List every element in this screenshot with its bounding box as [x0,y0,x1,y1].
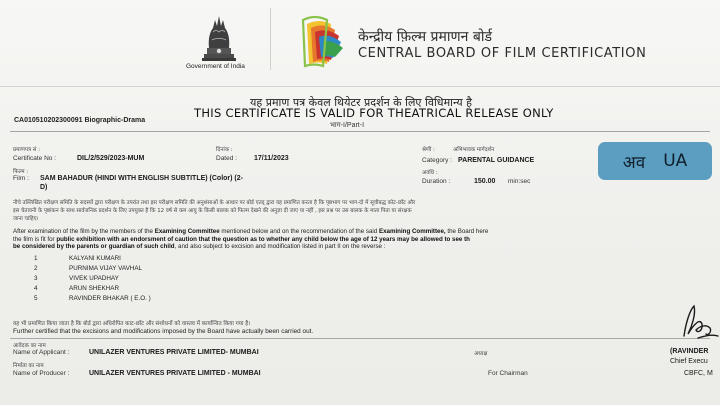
validity-notice-english: THIS CERTIFICATE IS VALID FOR THEATRICAL RELEASE ONLY [194,106,554,120]
board-name-english: CENTRAL BOARD OF FILM CERTIFICATION [358,46,647,61]
date-value: 17/11/2023 [254,155,289,162]
member-name: KALYANI KUMARI [69,255,121,262]
certificate-no-hindi: प्रमाणपत्र सं : [13,147,41,153]
certificate-no-value: DIL/2/529/2023-MUM [77,155,145,162]
section-rule [10,131,710,132]
part-label: भाग-I/Part-I [330,122,365,129]
signature-icon [676,300,720,344]
duration-label: Duration : [422,178,451,185]
further-certification [13,320,313,336]
para-fragment: the film is fit for [13,235,57,243]
para-bold: Examining Committee [154,228,220,235]
applicant-label: Name of Applicant : [13,349,70,356]
duration-hindi: अवधि : [422,170,438,176]
signatory-title: Chief Execu [670,358,708,365]
member-number: 5 [34,295,38,302]
certification-text-hindi [13,199,415,223]
footer-rule [10,338,710,339]
government-of-india-label: Government of India [186,63,245,70]
header-rule [0,86,720,87]
member-name: ARUN SHEKHAR [69,285,120,292]
para-fragment: , and also subject to excision and modification listed in part II on the reverse : [174,243,386,251]
member-number: 3 [34,275,38,282]
para-bold: Examining Committee, [378,228,446,235]
rating-badge [598,142,712,180]
rating-english: UA [663,151,688,171]
certification-text-english [13,228,720,251]
date-label: Dated : [216,155,237,162]
hindi-line-2: इस चेतावनी के पृष्ठांकन के साथ सार्वजनिक प्रदर्शन के लिए उपयुक्त है कि 12 वर्ष से कम आयु के किसी बालक को फिल्म देखने की अनुज्ञा दी जाए या नहीं , इस प्रश्न पर उस बालक के माता पिता या संरक्षक [13,208,412,214]
film-title-line1: SAM BAHADUR (HINDI WITH ENGLISH SUBTITLE) (Color) (2- [40,175,243,182]
chairman-hindi: अध्यक्ष [474,351,488,357]
certificate-no-label: Certificate No : [13,155,56,162]
hindi-line-3: जाना चाहिए। [13,216,39,222]
category-value: PARENTAL GUIDANCE [458,157,535,164]
board-name-hindi: केन्द्रीय फ़िल्म प्रमाणन बोर्ड [358,29,492,45]
para-bold: public exhibition with an endorsment of caution that the question as to whether any child below the age of 12 years may be allowed to see th [56,235,470,243]
category-value-hindi: अभिभावक मार्गदर्शन [453,147,495,153]
producer-label: Name of Producer : [13,370,70,377]
member-number: 2 [34,265,38,272]
rating-hindi: अव [622,152,646,173]
for-chairman-label: For Chairman [488,370,528,377]
national-emblem-icon [196,10,242,64]
validity-notice-hindi: यह प्रमाण पत्र केवल थियेटर प्रदर्शन के लिए विधिमान्य है [250,96,472,109]
member-number: 4 [34,285,38,292]
film-title-line2: D) [40,184,48,191]
applicant-hindi: आवेदक का नाम [13,343,46,349]
signatory-name: (RAVINDER [670,348,709,355]
para-bold: be considered by the parents or guardian of such child [13,243,175,251]
further-hindi: यह भी प्रमाणित किया जाता है कि बोर्ड द्वारा अधिरोपित काट-छाँट और संशोधनों को वास्तव में कार्यान्वित किया गया है। [13,321,251,327]
member-number: 1 [34,255,38,262]
cbfc-logo-icon [297,12,347,68]
category-label: Category : [422,157,452,164]
producer-hindi: निर्माता का नाम [13,363,44,369]
certificate-code: CA010510202300091 Biographic-Drama [14,117,146,124]
header-divider [270,8,271,70]
signatory-org: CBFC, M [684,370,713,377]
member-name: VIVEK UPADHAY [69,275,119,282]
para-fragment: After examination of the film by the members of the [13,228,155,235]
duration-value: 150.00 [474,178,496,185]
date-hindi: दिनांक : [216,147,233,153]
film-label: Film : [13,175,29,182]
category-hindi: श्रेणी : [422,147,435,153]
further-english: Further certified that the excisions and modifications imposed by the Board have actually been carried out. [13,328,314,335]
duration-unit: min:sec [508,178,531,185]
member-name: PURNIMA VIJAY VAVHAL [69,265,143,272]
para-fragment: mentioned below and on the recommendation of the said [219,228,379,235]
hindi-line-1: नीचे उल्लिखित परीक्षण समिति के सदस्यों द्वारा परीक्षण के उपरांत तथा इस परीक्षण समिति की अनुशंसाओं के आधार पर बोर्ड एतद् द्वारा यह प्रमाणित करता है कि पृष्ठभाग पर भाग-दो में सूचीबद्ध कोट-छाँट और [13,200,416,206]
para-fragment: the Board here [445,228,489,235]
member-name: RAVINDER BHAKAR ( E.O. ) [69,295,151,302]
film-hindi: फिल्म : [13,169,29,175]
applicant-value: UNILAZER VENTURES PRIVATE LIMITED- MUMBAI [89,349,259,356]
producer-value: UNILAZER VENTURES PRIVATE LIMITED - MUMBAI [89,370,261,377]
